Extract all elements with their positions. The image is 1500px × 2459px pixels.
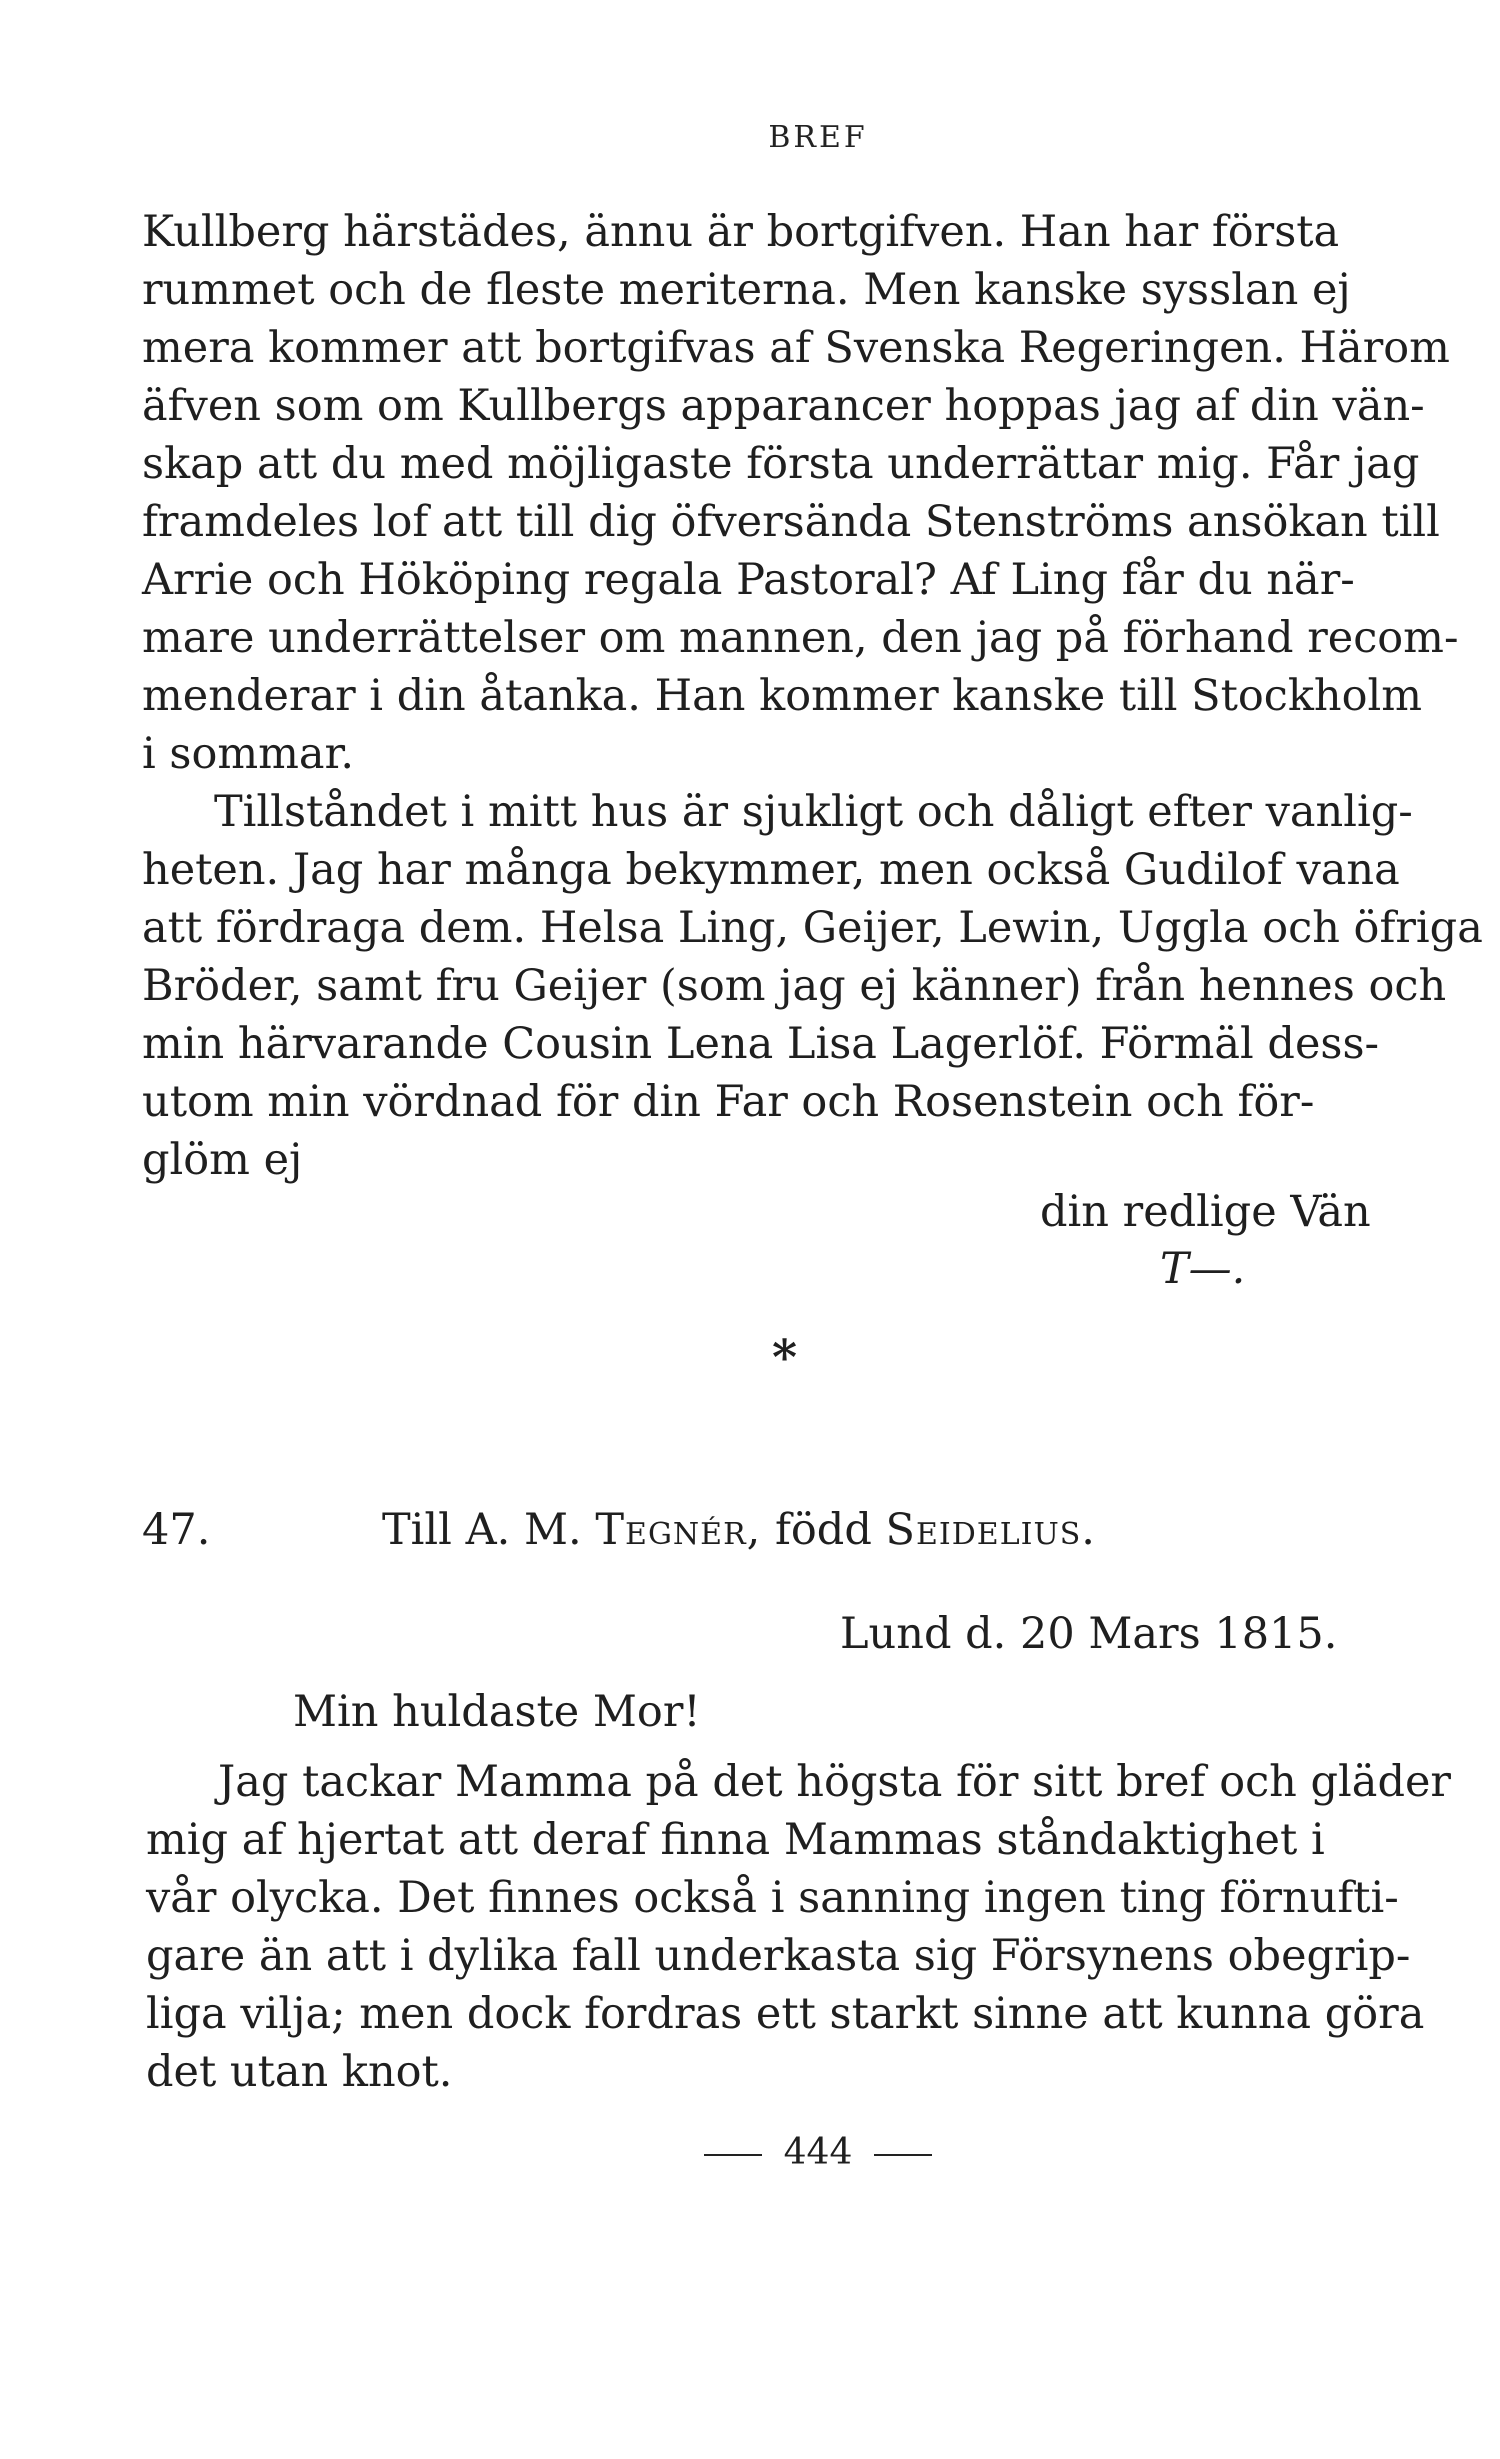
born-word: född xyxy=(775,1505,872,1555)
letter-recipient: Till A. M. xyxy=(382,1505,582,1555)
text-line: att fördraga dem. Helsa Ling, Geijer, Lewin, Uggla och öfriga xyxy=(142,903,1483,953)
text-line: skap att du med möjligaste första underrättar mig. Får jag xyxy=(142,439,1420,489)
text-line: Kullberg härstädes, ännu är bortgifven. Han har första xyxy=(142,207,1340,257)
text-line: Tillståndet i mitt hus är sjukligt och dåligt efter vanlig- xyxy=(214,787,1413,837)
text-line: utom min vördnad för din Far och Rosenstein och för- xyxy=(142,1077,1315,1127)
text-line: rummet och de fleste meriterna. Men kanske sysslan ej xyxy=(142,265,1351,315)
text-line: mig af hjertat att deraf finna Mammas ståndaktighet i xyxy=(146,1815,1325,1865)
folio-dash-left xyxy=(704,2154,762,2156)
folio-dash-right xyxy=(874,2154,932,2156)
letter-heading xyxy=(142,1500,1412,1560)
running-head: BREF xyxy=(768,120,868,155)
text-line: liga vilja; men dock fordras ett starkt sinne att kunna göra xyxy=(146,1989,1425,2039)
text-line: mera kommer att bortgifvas af Svenska Regeringen. Härom xyxy=(142,323,1450,373)
signature: T—. xyxy=(1160,1244,1246,1294)
text-line: glöm ej xyxy=(142,1135,303,1185)
section-separator: * xyxy=(772,1330,798,1386)
salutation: Min huldaste Mor! xyxy=(293,1687,701,1737)
text-line: heten. Jag har många bekymmer, men också Gudilof vana xyxy=(142,845,1400,895)
valediction: din redlige Vän xyxy=(1040,1187,1371,1237)
page-number xyxy=(0,2128,1500,2178)
text-line: min härvarande Cousin Lena Lisa Lagerlöf. Förmäl dess- xyxy=(142,1019,1380,1069)
text-line: Jag tackar Mamma på det högsta för sitt bref och gläder xyxy=(218,1757,1451,1807)
text-line: Bröder, samt fru Geijer (som jag ej känner) från hennes och xyxy=(142,961,1447,1011)
page-number-value: 444 xyxy=(783,2132,853,2173)
text-line: gare än att i dylika fall underkasta sig Försynens obegrip- xyxy=(146,1931,1411,1981)
text-line: vår olycka. Det finnes också i sanning ingen ting förnufti- xyxy=(146,1873,1399,1923)
text-line: i sommar. xyxy=(142,729,355,779)
text-line: framdeles lof att till dig öfversända Stenströms ansökan till xyxy=(142,497,1440,547)
text-line: mare underrättelser om mannen, den jag på förhand recom- xyxy=(142,613,1459,663)
recipient-surname: Tegnér, xyxy=(595,1505,762,1555)
letter-number: 47. xyxy=(142,1505,211,1555)
text-line: Arrie och Hököping regala Pastoral? Af Ling får du när- xyxy=(142,555,1355,605)
text-line: menderar i din åtanka. Han kommer kanske till Stockholm xyxy=(142,671,1423,721)
recipient-maiden-name: Seidelius. xyxy=(885,1505,1096,1555)
text-line: det utan knot. xyxy=(146,2047,453,2097)
text-line: äfven som om Kullbergs apparancer hoppas jag af din vän- xyxy=(142,381,1425,431)
letter-title xyxy=(382,1500,1096,1560)
dateline: Lund d. 20 Mars 1815. xyxy=(840,1609,1338,1659)
